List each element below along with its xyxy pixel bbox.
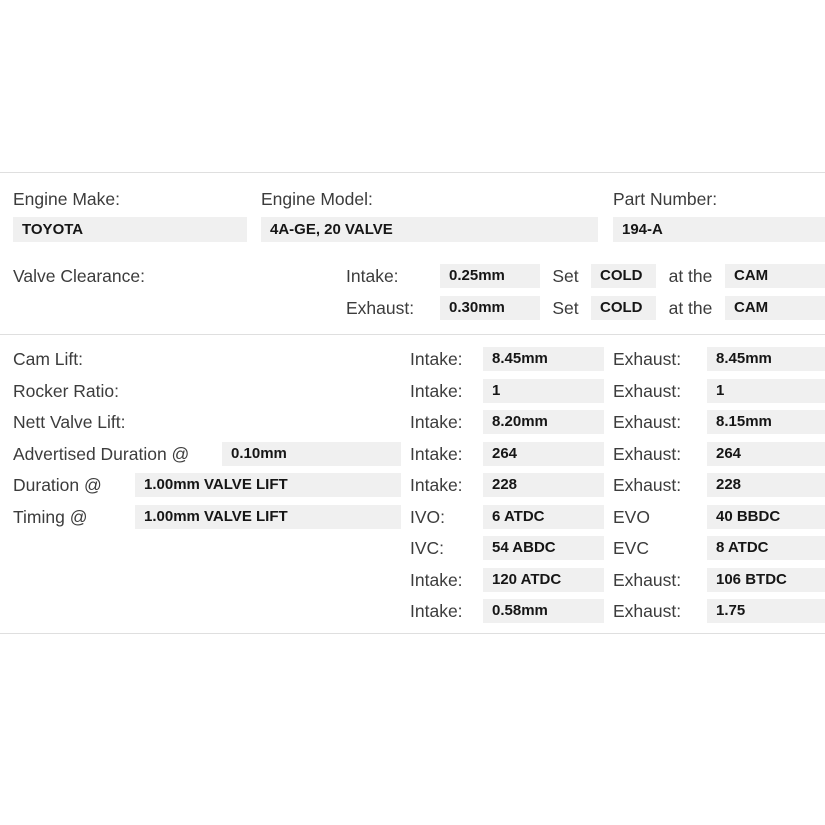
advertised-duration-intake-field[interactable]: 264 [483,442,604,466]
evo-label: EVO [613,507,650,527]
vc-exhaust-side-label: Exhaust: [346,297,415,318]
spec-row-cam-lift [13,347,825,371]
duration-exhaust-label: Exhaust: [613,475,682,495]
duration-intake-label: Intake: [410,475,463,495]
duration-intake-field[interactable]: 228 [483,473,604,497]
divider-bottom [0,633,825,634]
spec-row-advertised-duration [13,442,825,466]
divider-top [0,172,825,173]
duration-exhaust-field[interactable]: 228 [707,473,825,497]
spec-row-duration [13,473,825,497]
ivc-field[interactable]: 54 ABDC [483,536,604,560]
vc-exhaust-location-field[interactable]: CAM [725,296,825,320]
evc-field[interactable]: 8 ATDC [707,536,825,560]
advertised-duration-exhaust-field[interactable]: 264 [707,442,825,466]
engine-make-label: Engine Make: [13,189,121,209]
vc-intake-set-label: Set [552,265,579,286]
ivc-label: IVC: [410,538,445,558]
cam-lift-exhaust-label: Exhaust: [613,349,682,369]
rocker-ratio-exhaust-field[interactable]: 1 [707,379,825,403]
lift-tdc-exhaust-label: Exhaust: [613,601,682,621]
nett-valve-lift-label: Nett Valve Lift: [13,412,126,432]
nett-valve-lift-intake-label: Intake: [410,412,463,432]
max-lift-exhaust-field[interactable]: 106 BTDC [707,568,825,592]
spec-row-lift-at-tdc [13,599,825,623]
advertised-duration-exhaust-label: Exhaust: [613,444,682,464]
engine-make-field[interactable]: TOYOTA [13,217,247,242]
cam-lift-exhaust-field[interactable]: 8.45mm [707,347,825,371]
divider-mid [0,334,825,335]
max-lift-intake-field[interactable]: 120 ATDC [483,568,604,592]
vc-exhaust-condition-field[interactable]: COLD [591,296,656,320]
rocker-ratio-intake-field[interactable]: 1 [483,379,604,403]
rocker-ratio-label: Rocker Ratio: [13,381,120,401]
max-lift-exhaust-label: Exhaust: [613,570,682,590]
spec-row-timing [13,505,825,529]
vc-exhaust-clearance-field[interactable]: 0.30mm [440,296,540,320]
vc-intake-condition-field[interactable]: COLD [591,264,656,288]
vc-intake-at-label: at the [668,265,713,286]
vc-intake-clearance-field[interactable]: 0.25mm [440,264,540,288]
evc-label: EVC [613,538,649,558]
duration-at-field[interactable]: 1.00mm VALVE LIFT [135,473,401,497]
advertised-duration-at-field[interactable]: 0.10mm [222,442,401,466]
valve-clearance-exhaust-row [346,296,825,320]
cam-lift-intake-field[interactable]: 8.45mm [483,347,604,371]
ivo-label: IVO: [410,507,446,527]
advertised-duration-label: Advertised Duration @ [13,444,190,464]
spec-row-rocker-ratio [13,379,825,403]
vc-intake-side-label: Intake: [346,265,399,286]
nett-valve-lift-intake-field[interactable]: 8.20mm [483,410,604,434]
engine-model-field[interactable]: 4A-GE, 20 VALVE [261,217,598,242]
vc-exhaust-set-label: Set [552,297,579,318]
vc-intake-location-field[interactable]: CAM [725,264,825,288]
spec-row-valve-closing [13,536,825,560]
rocker-ratio-exhaust-label: Exhaust: [613,381,682,401]
advertised-duration-intake-label: Intake: [410,444,463,464]
valve-clearance-intake-row [346,264,825,288]
timing-label: Timing @ [13,507,88,527]
max-lift-intake-label: Intake: [410,570,463,590]
lift-tdc-intake-field[interactable]: 0.58mm [483,599,604,623]
engine-model-label: Engine Model: [261,189,373,209]
cam-lift-label: Cam Lift: [13,349,84,369]
rocker-ratio-intake-label: Intake: [410,381,463,401]
part-number-label: Part Number: [613,189,718,209]
spec-row-max-lift-point [13,568,825,592]
evo-field[interactable]: 40 BBDC [707,505,825,529]
nett-valve-lift-exhaust-field[interactable]: 8.15mm [707,410,825,434]
duration-label: Duration @ [13,475,102,495]
vc-exhaust-at-label: at the [668,297,713,318]
part-number-field[interactable]: 194-A [613,217,825,242]
ivo-field[interactable]: 6 ATDC [483,505,604,529]
nett-valve-lift-exhaust-label: Exhaust: [613,412,682,432]
cam-lift-intake-label: Intake: [410,349,463,369]
lift-tdc-exhaust-field[interactable]: 1.75 [707,599,825,623]
timing-at-field[interactable]: 1.00mm VALVE LIFT [135,505,401,529]
spec-row-nett-valve-lift [13,410,825,434]
lift-tdc-intake-label: Intake: [410,601,463,621]
valve-clearance-label: Valve Clearance: [13,266,145,286]
